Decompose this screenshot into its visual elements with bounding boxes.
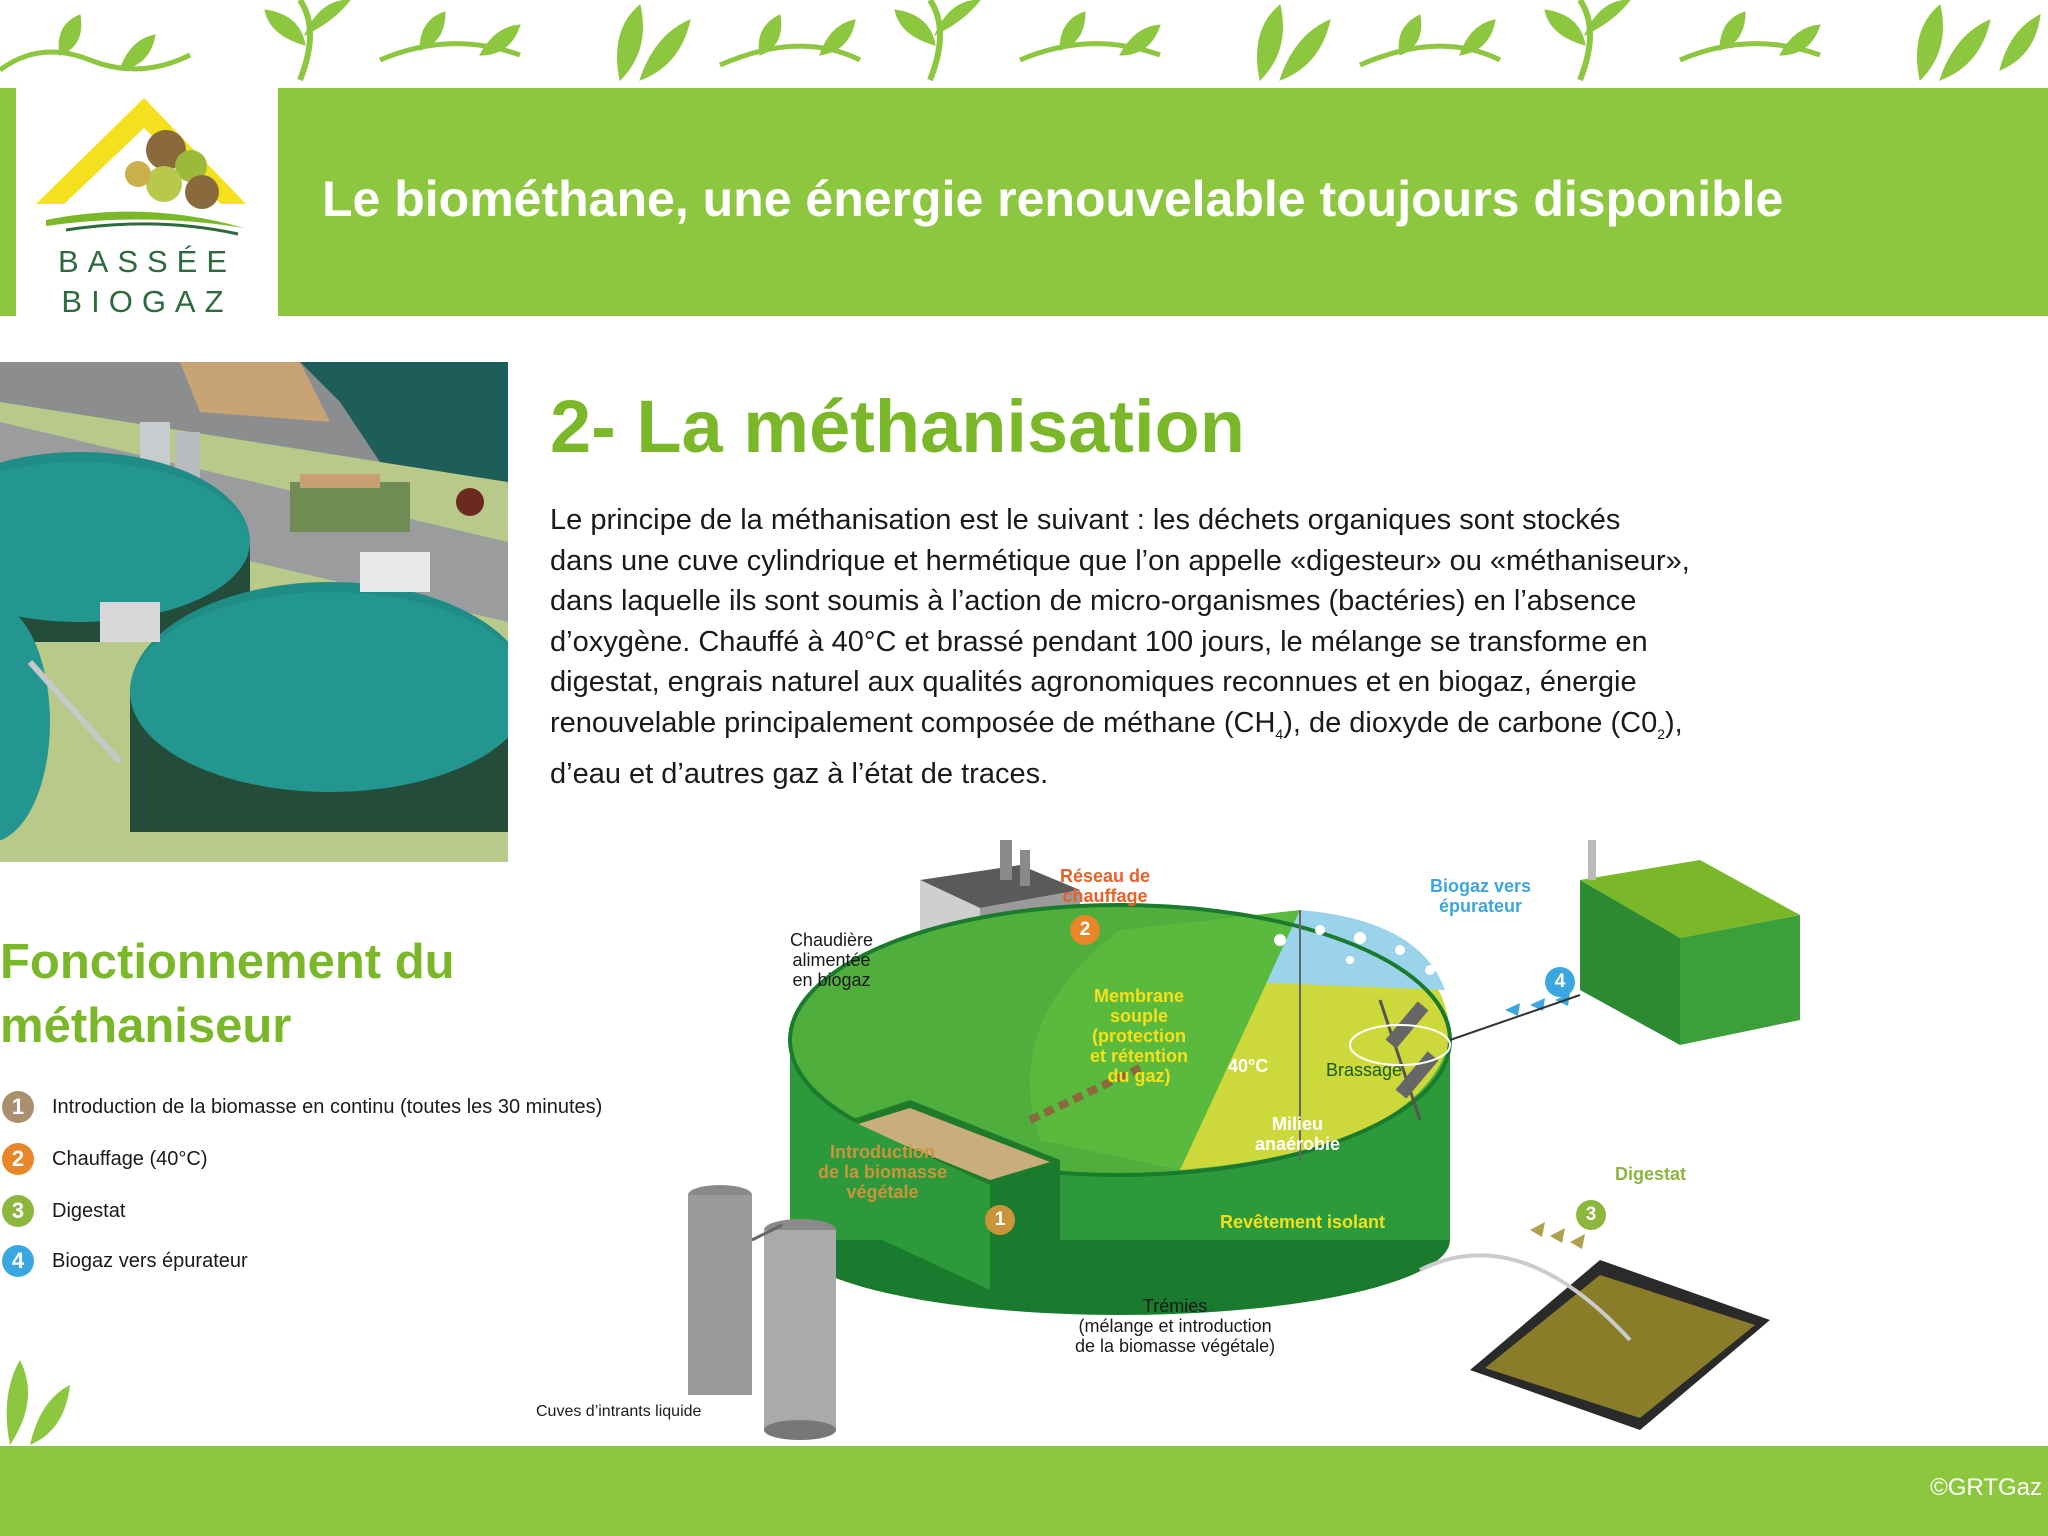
legend-number-badge: 4 [2,1245,34,1277]
label-membrane [1090,986,1188,1086]
paragraph-line [550,703,1990,754]
subscript: 4 [1275,725,1284,742]
logo-text-line2: BIOGAZ [61,284,233,319]
label-biogaz-epurateur [1430,876,1531,916]
methanizer-diagram [520,820,1820,1440]
paragraph-line: Le principe de la méthanisation est le suivant : les déchets organiques sont stockés [550,504,1621,536]
label-line: (mélange et introduction [1078,1316,1272,1336]
leaf-border-decoration [0,0,2048,90]
label-temperature: 40°C [1228,1056,1269,1076]
footer-bar [0,1446,2048,1536]
side-title [0,930,455,1058]
label-line: végétale [846,1182,919,1202]
label-line: Trémies [1142,1296,1208,1316]
label-line: Biogaz vers [1430,876,1532,896]
label-line: Membrane [1093,986,1185,1006]
line-part: renouvelable principalement composée de méthane (CH [550,706,1276,739]
label-milieu-anaerobie [1255,1114,1340,1154]
legend-number-badge: 3 [2,1195,34,1227]
label-chaudiere [790,930,873,990]
label-introduction-biomasse [818,1142,947,1202]
step-badge-4: 4 [1545,967,1575,997]
legend-item [0,1089,602,1125]
label-line: Introduction [830,1142,936,1162]
step-badge-2: 2 [1070,915,1100,945]
label-line: de la biomasse [818,1162,948,1182]
legend-item [0,1243,248,1279]
legend-number-badge: 2 [2,1143,34,1175]
copyright: ©GRTGaz [1930,1474,2042,1501]
label-reseau-chauffage [1060,866,1150,906]
paragraph-line: digestat, engrais naturel aux qualités agronomiques reconnues et en biogaz, énergie [550,666,1637,698]
paragraph-line: dans laquelle ils sont soumis à l’action de micro-organismes (bactéries) en l’absence [550,585,1637,617]
label-cuves-intrants: Cuves d’intrants liquide [536,1403,702,1420]
biogas-plant-illustration [0,362,508,862]
legend-label: Biogaz vers épurateur [52,1249,248,1272]
body-paragraph [550,500,1990,794]
header-left-strip [0,88,16,316]
label-line: Milieu [1272,1114,1324,1134]
section-title: 2- La méthanisation [550,385,1245,468]
side-title-line1: Fonctionnement du [0,935,455,989]
step-badge-3: 3 [1576,1200,1606,1230]
line-part: ), de dioxyde de carbone (C0 [1283,706,1658,739]
legend-item [0,1141,208,1177]
label-line: (protection [1092,1026,1186,1046]
label-line: de la biomasse végétale) [1075,1336,1276,1356]
legend-item [0,1193,125,1229]
label-line: alimentée [792,950,871,970]
legend-number-badge: 1 [2,1091,34,1123]
leaf-decoration-icon [0,1350,70,1450]
logo-house-icon [16,88,278,316]
paragraph-line: dans une cuve cylindrique et hermétique que l’on appelle «digesteur» ou «méthaniseur», [550,544,1690,577]
label-tremies [1075,1296,1275,1356]
paragraph-line: d’oxygène. Chauffé à 40°C et brassé pendant 100 jours, le mélange se transforme en [550,625,1648,658]
line-part: ), [1665,706,1683,739]
label-line: chauffage [1062,886,1148,906]
logo [16,88,278,316]
logo-text-line1: BASSÉE [57,244,237,279]
side-title-line2: méthaniseur [0,999,292,1053]
label-line: Réseau de [1060,866,1151,886]
label-digestat: Digestat [1615,1164,1687,1184]
label-line: du gaz) [1107,1066,1171,1086]
label-line: anaérobie [1255,1134,1341,1154]
label-brassage: Brassage [1326,1060,1403,1080]
label-line: Chaudière [790,930,874,950]
page-title: Le biométhane, une énergie renouvelable toujours disponible [322,171,1784,227]
subscript: 2 [1657,725,1666,742]
legend-label: Introduction de la biomasse en continu (toutes les 30 minutes) [52,1095,603,1118]
label-line: et rétention [1090,1046,1189,1066]
paragraph-line: d’eau et d’autres gaz à l’état de traces. [550,757,1049,790]
step-badge-1: 1 [985,1205,1015,1235]
label-line: épurateur [1439,896,1523,916]
label-revetement: Revêtement isolant [1220,1212,1386,1232]
legend-label: Digestat [52,1199,126,1222]
label-line: en biogaz [792,970,871,990]
label-line: souple [1110,1006,1169,1026]
legend-label: Chauffage (40°C) [52,1147,208,1170]
